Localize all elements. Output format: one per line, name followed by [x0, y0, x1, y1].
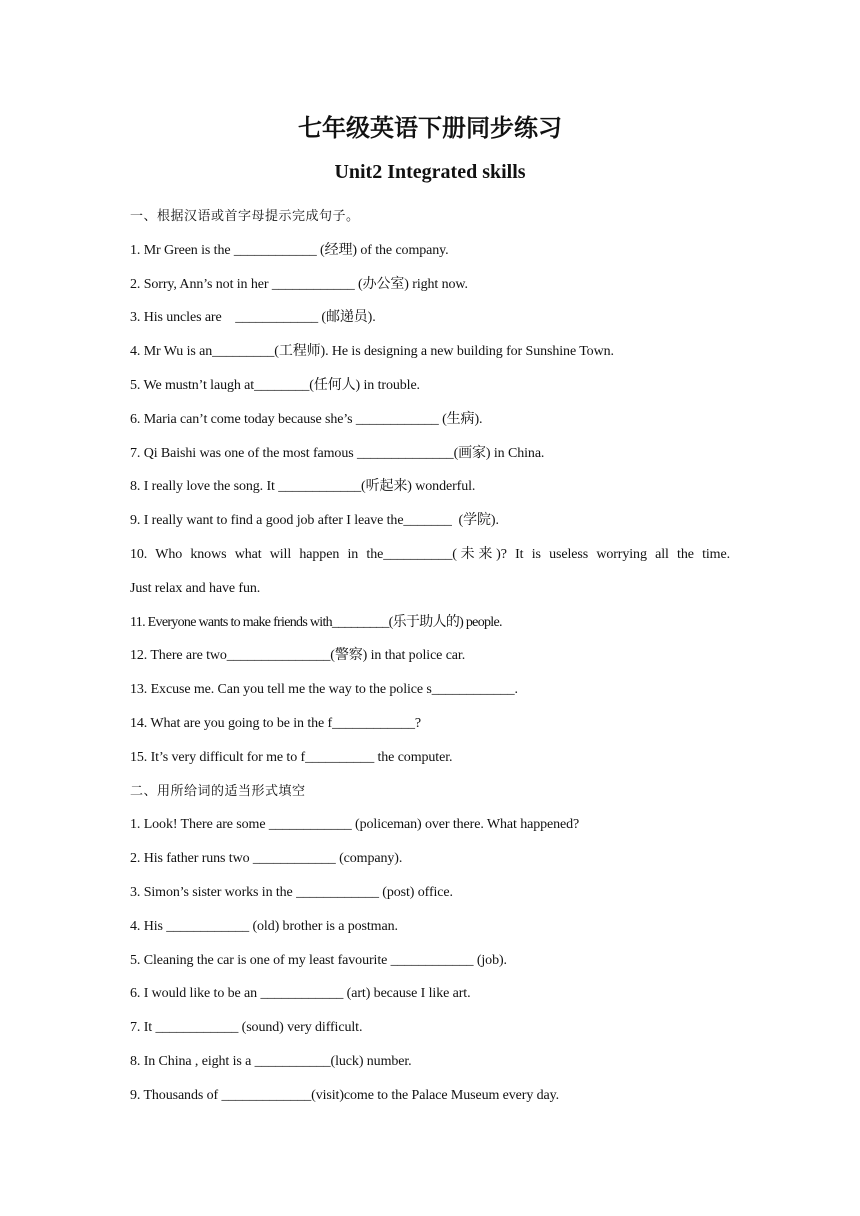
- exercise-item: 9. Thousands of _____________(visit)come to the Palace Museum every day.: [130, 1087, 560, 1103]
- exercise-item: 5. We mustn’t laugh at________(任何人) in trouble.: [130, 377, 420, 393]
- exercise-item: 6. Maria can’t come today because she’s ____________ (生病).: [130, 411, 483, 427]
- exercise-item: 1. Mr Green is the ____________ (经理) of the company.: [130, 242, 449, 258]
- exercise-item: 12. There are two_______________(警察) in that police car.: [130, 648, 466, 664]
- exercise-item: 2. His father runs two ____________ (company).: [130, 851, 403, 867]
- exercise-item: 8. In China , eight is a ___________(luck) number.: [130, 1053, 412, 1069]
- exercise-item: 7. It ____________ (sound) very difficult.: [130, 1020, 363, 1036]
- section2-heading: 二、用所给词的适当形式填空: [130, 783, 306, 799]
- exercise-item: 9. I really want to find a good job after I leave the_______ (学院).: [130, 513, 499, 529]
- exercise-item: 4. His ____________ (old) brother is a postman.: [130, 918, 398, 934]
- exercise-item: 4. Mr Wu is an_________(工程师). He is designing a new building for Sunshine Town.: [130, 344, 614, 360]
- exercise-item: 3. Simon’s sister works in the ____________ (post) office.: [130, 884, 453, 900]
- exercise-item: 6. I would like to be an ____________ (art) because I like art.: [130, 986, 471, 1002]
- exercise-item: 14. What are you going to be in the f____________?: [130, 715, 422, 731]
- document-title: 七年级英语下册同步练习: [298, 114, 562, 142]
- exercise-item: 1. Look! There are some ____________ (policeman) over there. What happened?: [130, 817, 580, 833]
- exercise-item: 11. Everyone wants to make friends with_________(乐于助人的) people.: [130, 614, 502, 630]
- document-subtitle: Unit2 Integrated skills: [334, 161, 526, 183]
- exercise-item: 5. Cleaning the car is one of my least favourite ____________ (job).: [130, 952, 507, 968]
- exercise-item-continuation: Just relax and have fun.: [130, 580, 261, 596]
- exercise-item: 10. Who knows what will happen in the__________(未来)? It is useless worrying all the time.: [130, 546, 730, 562]
- exercise-item: 2. Sorry, Ann’s not in her ____________ (办公室) right now.: [130, 276, 468, 292]
- exercise-item: 15. It’s very difficult for me to f__________ the computer.: [130, 749, 453, 765]
- exercise-item: 8. I really love the song. It ____________(听起来) wonderful.: [130, 479, 476, 495]
- exercise-item: 3. His uncles are ____________ (邮递员).: [130, 310, 376, 326]
- exercise-content: [130, 200, 730, 1113]
- exercise-item: 7. Qi Baishi was one of the most famous ______________(画家) in China.: [130, 445, 545, 461]
- section1-heading: 一、根据汉语或首字母提示完成句子。: [130, 209, 360, 224]
- exercise-item: 13. Excuse me. Can you tell me the way to the police s____________.: [130, 682, 518, 698]
